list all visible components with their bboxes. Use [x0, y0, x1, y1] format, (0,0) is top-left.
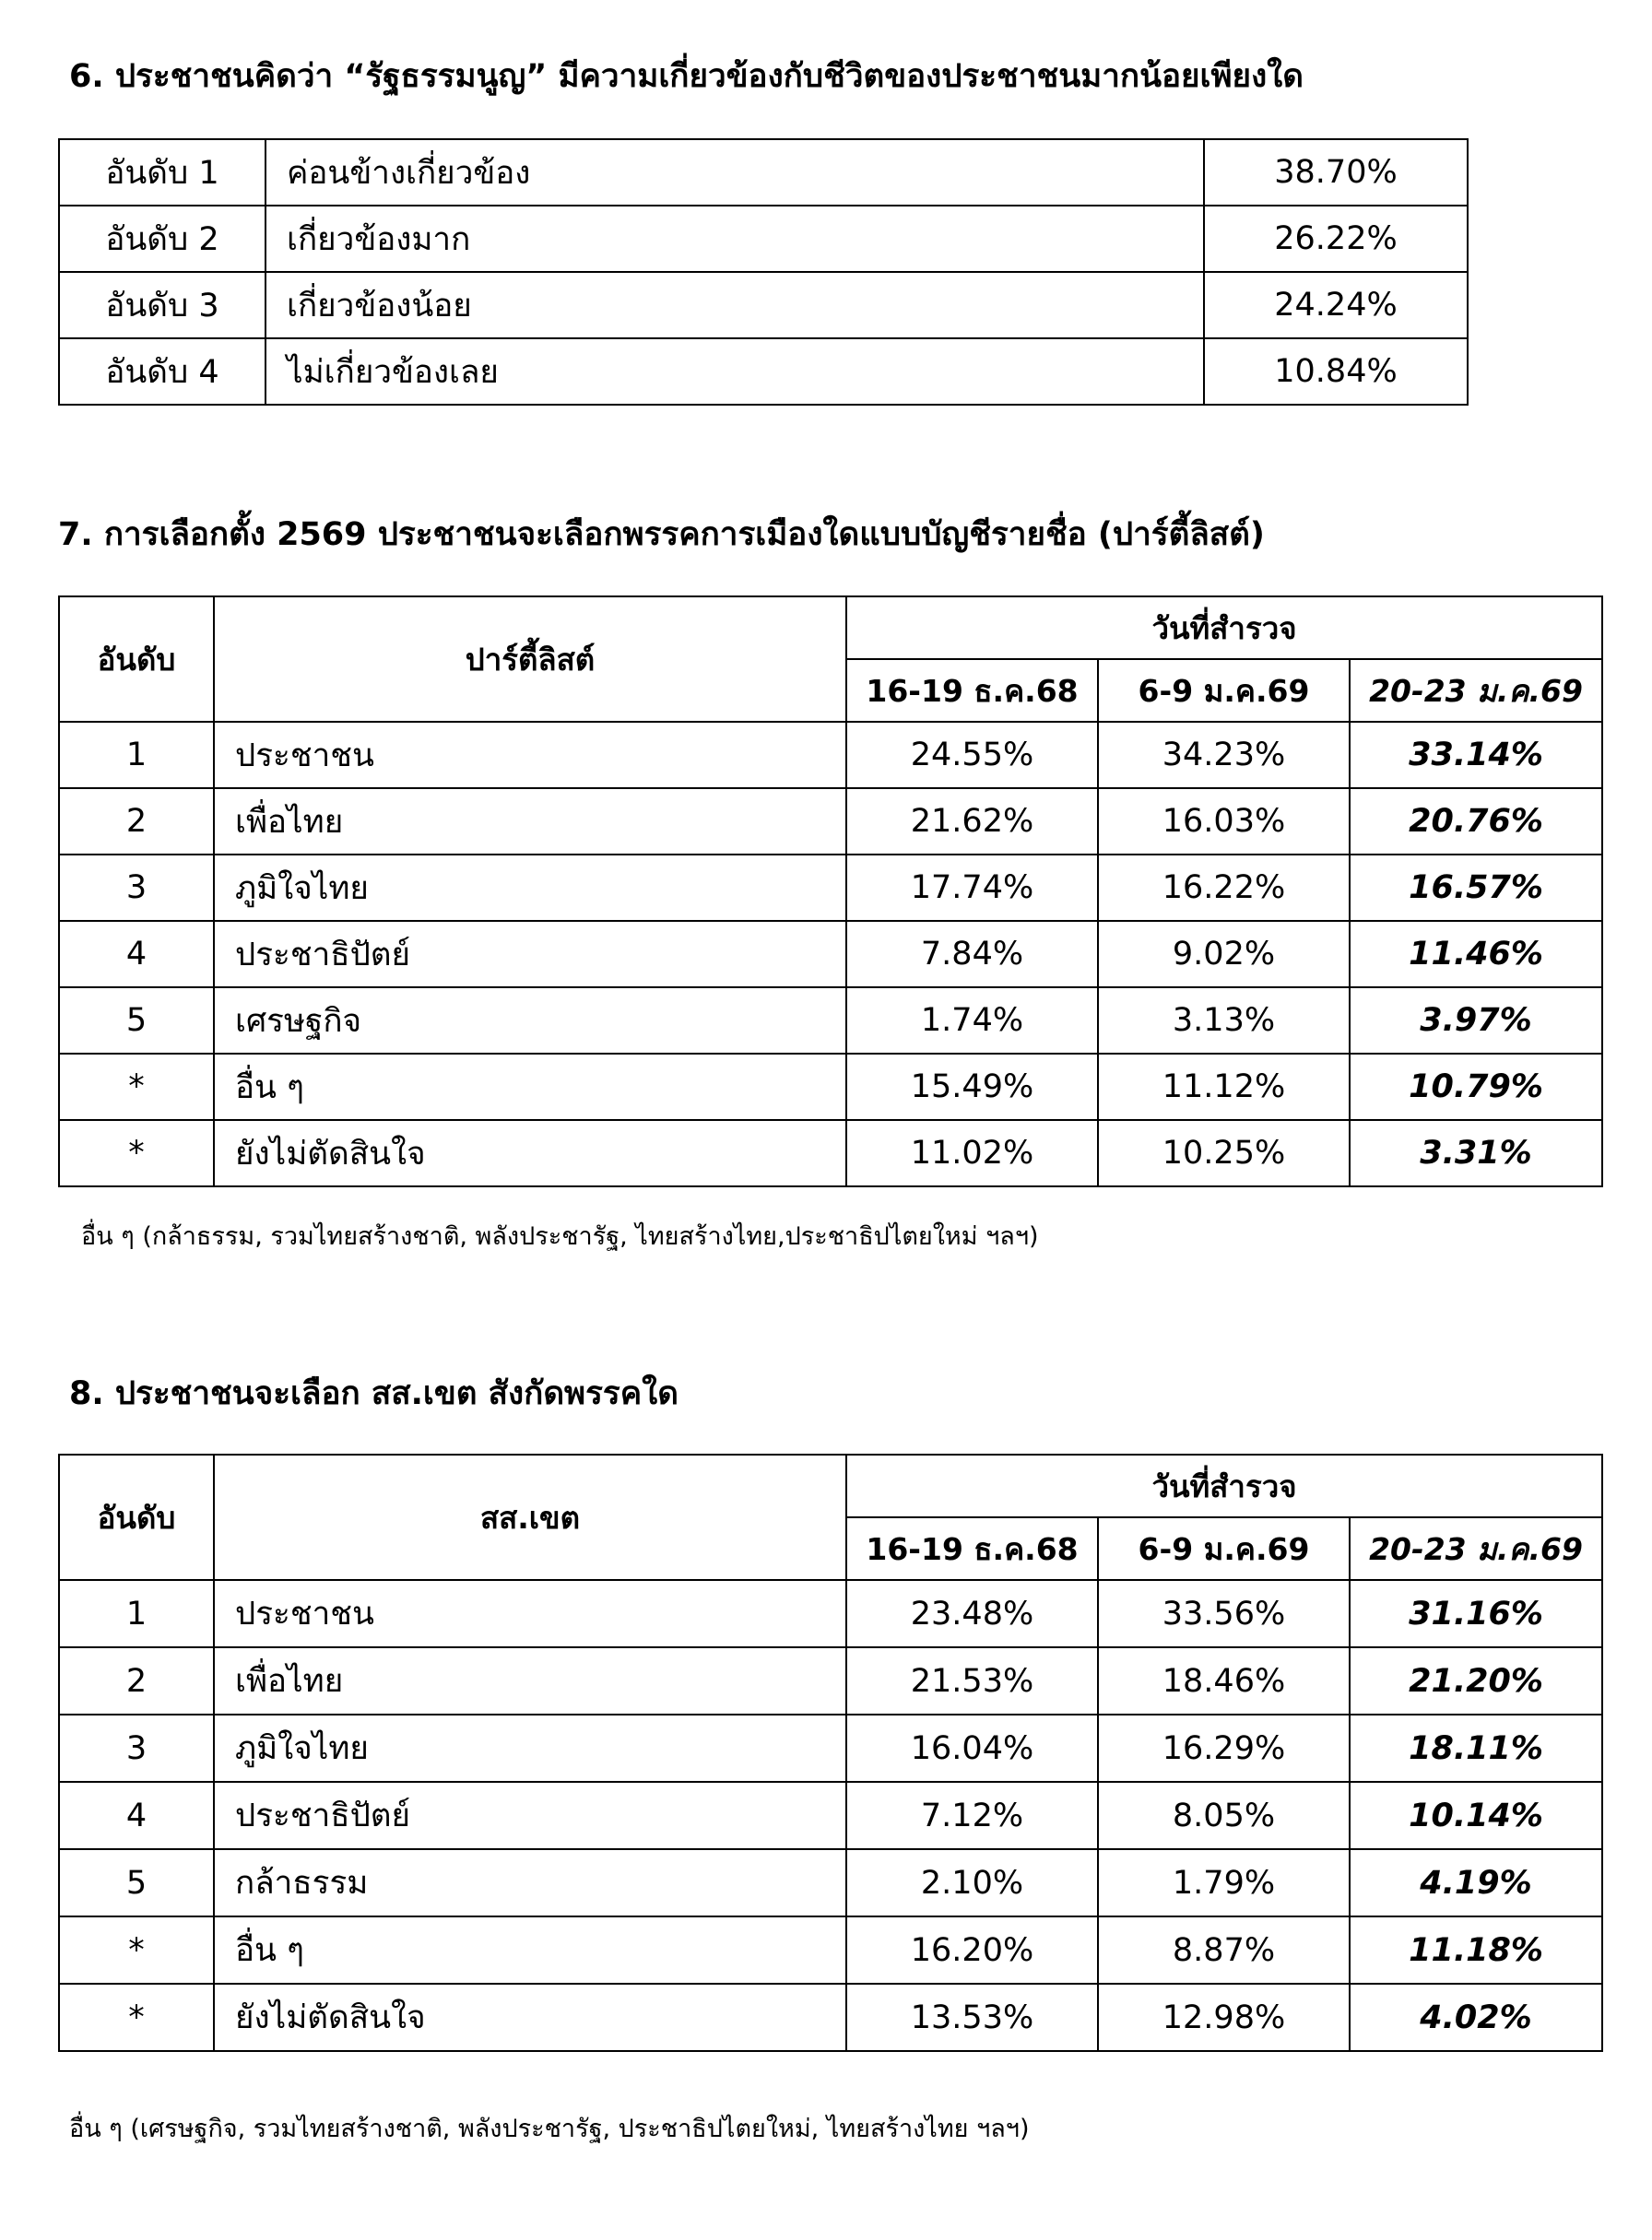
rank-cell: 2 [59, 1647, 214, 1715]
rank-cell: 4 [59, 1782, 214, 1849]
value-cell: 33.14% [1350, 722, 1602, 788]
value-cell: 33.56% [1098, 1580, 1350, 1647]
date-header: 20-23 ม.ค.69 [1350, 1517, 1602, 1580]
q7-table-body [59, 722, 1602, 1186]
value-cell: 21.20% [1350, 1647, 1602, 1715]
value-cell: 16.29% [1098, 1715, 1350, 1782]
q7-footnote: อื่น ๆ (กล้าธรรม, รวมไทยสร้างชาติ, พลังประชารัฐ, ไทยสร้างไทย,ประชาธิปไตยใหม่ ฯลฯ) [81, 1222, 1039, 1251]
party-cell: เศรษฐกิจ [214, 987, 846, 1054]
date-header: 16-19 ธ.ค.68 [846, 659, 1098, 722]
header-row [59, 596, 1602, 659]
rank-header: อันดับ [59, 596, 214, 722]
label-cell: ค่อนข้างเกี่ยวข้อง [266, 139, 1204, 206]
value-cell: 10.84% [1204, 338, 1468, 405]
q8-table-header [59, 1455, 1602, 1580]
value-cell: 20.76% [1350, 788, 1602, 855]
value-cell: 18.11% [1350, 1715, 1602, 1782]
rank-cell: * [59, 1054, 214, 1120]
rank-cell: * [59, 1120, 214, 1186]
table-row [59, 987, 1602, 1054]
rank-cell: 3 [59, 1715, 214, 1782]
party-cell: ประชาธิปัตย์ [214, 921, 846, 987]
value-cell: 16.04% [846, 1715, 1098, 1782]
value-cell: 4.02% [1350, 1984, 1602, 2051]
value-cell: 17.74% [846, 855, 1098, 921]
rank-cell: 2 [59, 788, 214, 855]
q7-title: 7. การเลือกตั้ง 2569 ประชาชนจะเลือกพรรคการเมืองใดแบบบัญชีรายชื่อ (ปาร์ตี้ลิสต์) [58, 516, 1265, 553]
date-header: 16-19 ธ.ค.68 [846, 1517, 1098, 1580]
table-row [59, 1916, 1602, 1984]
rank-cell: 5 [59, 987, 214, 1054]
q7-table-header [59, 596, 1602, 722]
value-cell: 11.12% [1098, 1054, 1350, 1120]
table-row [59, 1984, 1602, 2051]
party-cell: เพื่อไทย [214, 1647, 846, 1715]
table-row [59, 272, 1468, 338]
party-header: สส.เขต [214, 1455, 846, 1580]
table-row [59, 1580, 1602, 1647]
date-header: 20-23 ม.ค.69 [1350, 659, 1602, 722]
value-cell: 12.98% [1098, 1984, 1350, 2051]
survey-date-header: วันที่สำรวจ [846, 1455, 1602, 1517]
value-cell: 24.24% [1204, 272, 1468, 338]
value-cell: 16.20% [846, 1916, 1098, 1984]
rank-cell: อันดับ 4 [59, 338, 266, 405]
party-header: ปาร์ตี้ลิสต์ [214, 596, 846, 722]
label-cell: เกี่ยวข้องมาก [266, 206, 1204, 272]
rank-header: อันดับ [59, 1455, 214, 1580]
date-header: 6-9 ม.ค.69 [1098, 659, 1350, 722]
q8-table [58, 1454, 1603, 2052]
party-cell: ประชาชน [214, 722, 846, 788]
value-cell: 10.14% [1350, 1782, 1602, 1849]
table-row [59, 139, 1468, 206]
value-cell: 26.22% [1204, 206, 1468, 272]
value-cell: 31.16% [1350, 1580, 1602, 1647]
date-header: 6-9 ม.ค.69 [1098, 1517, 1350, 1580]
value-cell: 16.03% [1098, 788, 1350, 855]
value-cell: 11.02% [846, 1120, 1098, 1186]
value-cell: 7.12% [846, 1782, 1098, 1849]
value-cell: 18.46% [1098, 1647, 1350, 1715]
q8-footnote: อื่น ๆ (เศรษฐกิจ, รวมไทยสร้างชาติ, พลังประชารัฐ, ประชาธิปไตยใหม่, ไทยสร้างไทย ฯลฯ) [69, 2115, 1030, 2143]
party-cell: อื่น ๆ [214, 1054, 846, 1120]
value-cell: 9.02% [1098, 921, 1350, 987]
rank-cell: 4 [59, 921, 214, 987]
q7-table [58, 595, 1603, 1187]
party-cell: ยังไม่ตัดสินใจ [214, 1984, 846, 2051]
table-row [59, 1849, 1602, 1916]
party-cell: เพื่อไทย [214, 788, 846, 855]
value-cell: 15.49% [846, 1054, 1098, 1120]
q8-table-body [59, 1580, 1602, 2051]
rank-cell: อันดับ 2 [59, 206, 266, 272]
value-cell: 38.70% [1204, 139, 1468, 206]
table-row [59, 1782, 1602, 1849]
value-cell: 1.74% [846, 987, 1098, 1054]
value-cell: 16.22% [1098, 855, 1350, 921]
table-row [59, 855, 1602, 921]
party-cell: อื่น ๆ [214, 1916, 846, 1984]
value-cell: 7.84% [846, 921, 1098, 987]
label-cell: ไม่เกี่ยวข้องเลย [266, 338, 1204, 405]
table-row [59, 206, 1468, 272]
table-row [59, 788, 1602, 855]
value-cell: 21.62% [846, 788, 1098, 855]
q6-title: 6. ประชาชนคิดว่า “รัฐธรรมนูญ” มีความเกี่ยวข้องกับชีวิตของประชาชนมากน้อยเพียงใด [69, 58, 1304, 95]
value-cell: 11.46% [1350, 921, 1602, 987]
table-row [59, 1120, 1602, 1186]
party-cell: ประชาธิปัตย์ [214, 1782, 846, 1849]
party-cell: ภูมิใจไทย [214, 1715, 846, 1782]
value-cell: 24.55% [846, 722, 1098, 788]
party-cell: กล้าธรรม [214, 1849, 846, 1916]
table-row [59, 1715, 1602, 1782]
table-row [59, 722, 1602, 788]
party-cell: ภูมิใจไทย [214, 855, 846, 921]
value-cell: 10.25% [1098, 1120, 1350, 1186]
rank-cell: อันดับ 3 [59, 272, 266, 338]
value-cell: 8.87% [1098, 1916, 1350, 1984]
value-cell: 1.79% [1098, 1849, 1350, 1916]
header-row [59, 1455, 1602, 1517]
q8-title: 8. ประชาชนจะเลือก สส.เขต สังกัดพรรคใด [69, 1375, 678, 1412]
value-cell: 3.31% [1350, 1120, 1602, 1186]
rank-cell: 1 [59, 722, 214, 788]
rank-cell: * [59, 1984, 214, 2051]
q6-table [58, 138, 1469, 406]
value-cell: 4.19% [1350, 1849, 1602, 1916]
table-row [59, 921, 1602, 987]
value-cell: 8.05% [1098, 1782, 1350, 1849]
value-cell: 10.79% [1350, 1054, 1602, 1120]
party-cell: ยังไม่ตัดสินใจ [214, 1120, 846, 1186]
value-cell: 11.18% [1350, 1916, 1602, 1984]
survey-date-header: วันที่สำรวจ [846, 596, 1602, 659]
table-row [59, 338, 1468, 405]
rank-cell: 5 [59, 1849, 214, 1916]
table-row [59, 1647, 1602, 1715]
value-cell: 3.13% [1098, 987, 1350, 1054]
value-cell: 34.23% [1098, 722, 1350, 788]
label-cell: เกี่ยวข้องน้อย [266, 272, 1204, 338]
party-cell: ประชาชน [214, 1580, 846, 1647]
q6-table-body [59, 139, 1468, 405]
rank-cell: 1 [59, 1580, 214, 1647]
table-row [59, 1054, 1602, 1120]
value-cell: 2.10% [846, 1849, 1098, 1916]
value-cell: 21.53% [846, 1647, 1098, 1715]
value-cell: 13.53% [846, 1984, 1098, 2051]
rank-cell: 3 [59, 855, 214, 921]
rank-cell: อันดับ 1 [59, 139, 266, 206]
value-cell: 23.48% [846, 1580, 1098, 1647]
rank-cell: * [59, 1916, 214, 1984]
value-cell: 16.57% [1350, 855, 1602, 921]
value-cell: 3.97% [1350, 987, 1602, 1054]
